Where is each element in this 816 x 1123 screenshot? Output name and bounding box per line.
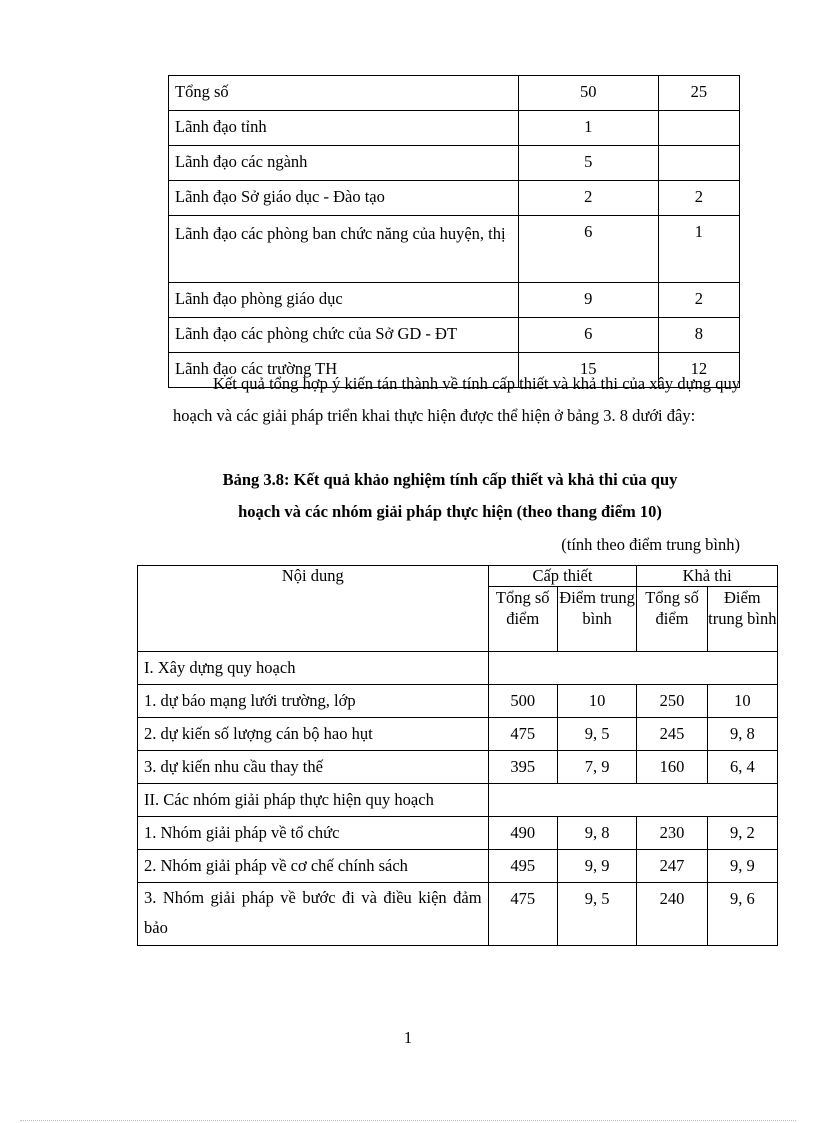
cell-value: 475 — [488, 883, 557, 946]
header-average: Điểm trung bình — [557, 587, 636, 652]
section-row — [138, 652, 778, 685]
row-label: Tổng số — [169, 76, 519, 111]
row-label: Lãnh đạo các trường TH — [169, 353, 519, 388]
table-row — [138, 685, 778, 718]
table-row — [169, 146, 740, 181]
body-paragraph: Kết quả tổng hợp ý kiến tán thành về tính cấp thiết và khả thi của xây dựng quy hoạch và các giải pháp triển khai thực hiện được thể hiện ở bảng 3. 8 dưới đây: — [173, 374, 740, 425]
table-caption — [150, 464, 750, 528]
row-label: Lãnh đạo các ngành — [169, 146, 519, 181]
cell-value: 8 — [658, 318, 739, 353]
cell-value: 9, 6 — [707, 883, 777, 946]
header-content: Nội dung — [138, 566, 489, 652]
caption-line-1: Bảng 3.8: Kết quả khảo nghiệm tính cấp thiết và khả thi của quy — [222, 470, 678, 489]
cell-value: 230 — [637, 817, 707, 850]
cell-value: 160 — [637, 751, 707, 784]
cell-value: 7, 9 — [557, 751, 636, 784]
cell-value: 490 — [488, 817, 557, 850]
empty-cell — [488, 784, 777, 817]
header-group-feasibility: Khả thi — [637, 566, 778, 587]
row-label: Lãnh đạo Sở giáo dục - Đào tạo — [169, 181, 519, 216]
cell-value: 25 — [658, 76, 739, 111]
cell-value: 6 — [518, 216, 658, 283]
caption-line-2: hoạch và các nhóm giải pháp thực hiện (theo thang điểm 10) — [238, 502, 662, 521]
cell-value: 6, 4 — [707, 751, 777, 784]
cell-value: 9, 9 — [707, 850, 777, 883]
header-row — [138, 566, 778, 587]
header-total: Tổng số điểm — [488, 587, 557, 652]
cell-value: 1 — [518, 111, 658, 146]
table-note: (tính theo điểm trung bình) — [561, 535, 740, 554]
respondents-table — [168, 75, 740, 388]
row-label: 2. dự kiến số lượng cán bộ hao hụt — [138, 718, 489, 751]
page-bottom-divider — [20, 1120, 796, 1121]
cell-value: 50 — [518, 76, 658, 111]
cell-value — [658, 146, 739, 181]
cell-value: 495 — [488, 850, 557, 883]
cell-value — [658, 111, 739, 146]
table-row — [169, 181, 740, 216]
cell-value: 1 — [658, 216, 739, 283]
cell-value: 2 — [518, 181, 658, 216]
row-label: Lãnh đạo tỉnh — [169, 111, 519, 146]
cell-value: 12 — [658, 353, 739, 388]
cell-value: 9, 8 — [707, 718, 777, 751]
table-row — [169, 76, 740, 111]
results-table — [137, 565, 778, 946]
row-label: 1. dự báo mạng lưới trường, lớp — [138, 685, 489, 718]
page-number: 1 — [403, 1028, 413, 1047]
table-row — [138, 817, 778, 850]
cell-value: 5 — [518, 146, 658, 181]
cell-value: 9, 8 — [557, 817, 636, 850]
cell-value: 6 — [518, 318, 658, 353]
cell-value: 9, 5 — [557, 883, 636, 946]
header-average: Điểm trung bình — [707, 587, 777, 652]
row-label: 1. Nhóm giải pháp về tổ chức — [138, 817, 489, 850]
section-label: II. Các nhóm giải pháp thực hiện quy hoạch — [138, 784, 489, 817]
table-row — [138, 883, 778, 946]
row-label: 2. Nhóm giải pháp về cơ chế chính sách — [138, 850, 489, 883]
table-row — [138, 850, 778, 883]
table-row — [169, 283, 740, 318]
cell-value: 9, 2 — [707, 817, 777, 850]
row-label: Lãnh đạo các phòng ban chức năng của huyện, thị — [169, 216, 519, 283]
cell-value: 250 — [637, 685, 707, 718]
section-label: I. Xây dựng quy hoạch — [138, 652, 489, 685]
cell-value: 9, 5 — [557, 718, 636, 751]
row-label: 3. Nhóm giải pháp về bước đi và điều kiện đảm bảo — [138, 883, 489, 946]
cell-value: 240 — [637, 883, 707, 946]
table-row — [169, 216, 740, 283]
cell-value: 395 — [488, 751, 557, 784]
row-label: Lãnh đạo các phòng chức của Sở GD - ĐT — [169, 318, 519, 353]
cell-value: 500 — [488, 685, 557, 718]
section-row — [138, 784, 778, 817]
header-group-urgency: Cấp thiết — [488, 566, 637, 587]
cell-value: 2 — [658, 181, 739, 216]
cell-value: 247 — [637, 850, 707, 883]
table-row — [138, 718, 778, 751]
cell-value: 10 — [707, 685, 777, 718]
cell-value: 9, 9 — [557, 850, 636, 883]
cell-value: 245 — [637, 718, 707, 751]
cell-value: 9 — [518, 283, 658, 318]
header-total: Tổng số điểm — [637, 587, 707, 652]
table-row — [169, 111, 740, 146]
table-row — [138, 751, 778, 784]
empty-cell — [488, 652, 777, 685]
row-label: 3. dự kiến nhu cầu thay thế — [138, 751, 489, 784]
row-label: Lãnh đạo phòng giáo dục — [169, 283, 519, 318]
cell-value: 15 — [518, 353, 658, 388]
cell-value: 10 — [557, 685, 636, 718]
cell-value: 2 — [658, 283, 739, 318]
table-row — [169, 318, 740, 353]
cell-value: 475 — [488, 718, 557, 751]
